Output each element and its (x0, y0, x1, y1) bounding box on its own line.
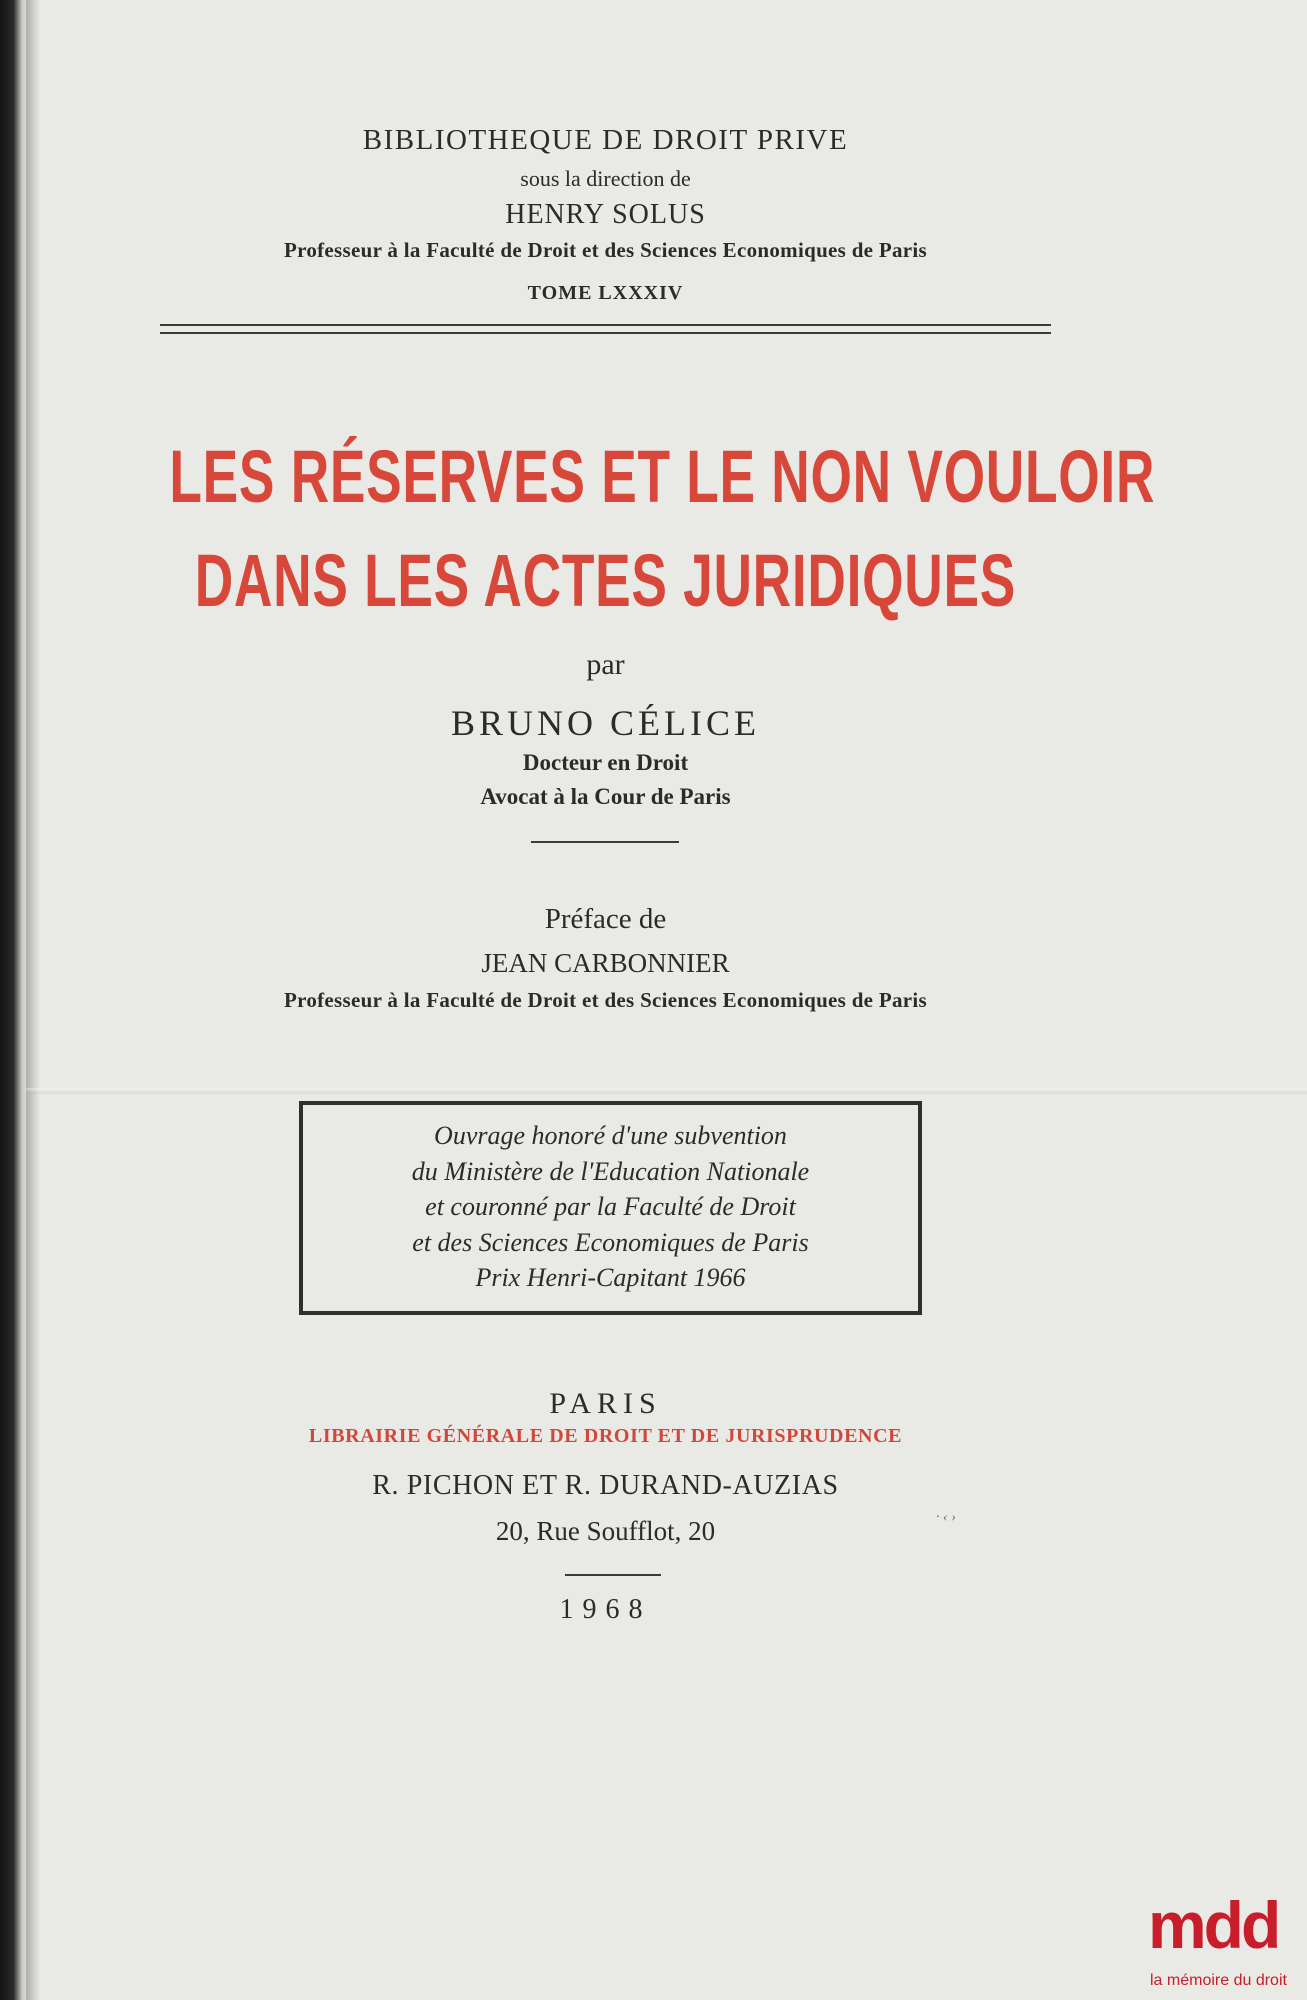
director-affiliation: Professeur à la Faculté de Droit et des Sciences Economiques de Paris (283, 238, 928, 262)
logo-letters: mdd (1148, 1888, 1279, 1962)
short-rule-divider-2 (565, 1574, 661, 1576)
publisher-name: LIBRAIRIE GÉNÉRALE DE DROIT ET DE JURISPRUDENCE (308, 1425, 903, 1447)
by-label: par (586, 648, 625, 681)
honors-line: et des Sciences Economiques de Paris (412, 1227, 809, 1257)
honors-line: Ouvrage honoré d'une subvention (434, 1121, 787, 1150)
author-credential-doctor: Docteur en Droit (522, 750, 689, 775)
preface-author-affiliation: Professeur à la Faculté de Droit et des Sciences Economiques de Paris (283, 988, 928, 1012)
double-rule-divider (160, 324, 1051, 334)
honors-line: du Ministère de l'Education Nationale (411, 1156, 810, 1186)
publication-year: 1968 (559, 1594, 652, 1625)
logo-tagline: la mémoire du droit (1150, 1972, 1287, 1989)
imprint-city: PARIS (549, 1387, 662, 1420)
preface-author: JEAN CARBONNIER (481, 948, 730, 978)
short-rule-divider (531, 841, 679, 843)
book-title-line-2: DANS LES ACTES JURIDIQUES (194, 539, 1016, 622)
honors-box (299, 1101, 922, 1315)
honors-line: Prix Henri-Capitant 1966 (475, 1263, 746, 1292)
author-name: BRUNO CÉLICE (451, 703, 760, 743)
page-crease (26, 1088, 1307, 1094)
mdd-logo (1148, 1888, 1307, 2000)
publisher-address: 20, Rue Soufflot, 20 (495, 1516, 716, 1546)
series-title: BIBLIOTHEQUE DE DROIT PRIVE (362, 124, 849, 156)
printers-name: R. PICHON ET R. DURAND-AUZIAS (372, 1470, 839, 1501)
preface-label: Préface de (544, 903, 667, 935)
series-director: HENRY SOLUS (505, 199, 706, 230)
pencil-mark: · ‹ › (936, 1510, 956, 1525)
honors-line: et couronné par la Faculté de Droit (425, 1192, 796, 1221)
tome-number: TOME LXXXIV (527, 282, 684, 304)
direction-label: sous la direction de (520, 166, 691, 191)
book-title-line-1: LES RÉSERVES ET LE NON VOULOIR (169, 435, 1156, 518)
honors-text (302, 1118, 919, 1296)
author-credential-lawyer: Avocat à la Cour de Paris (480, 784, 731, 809)
